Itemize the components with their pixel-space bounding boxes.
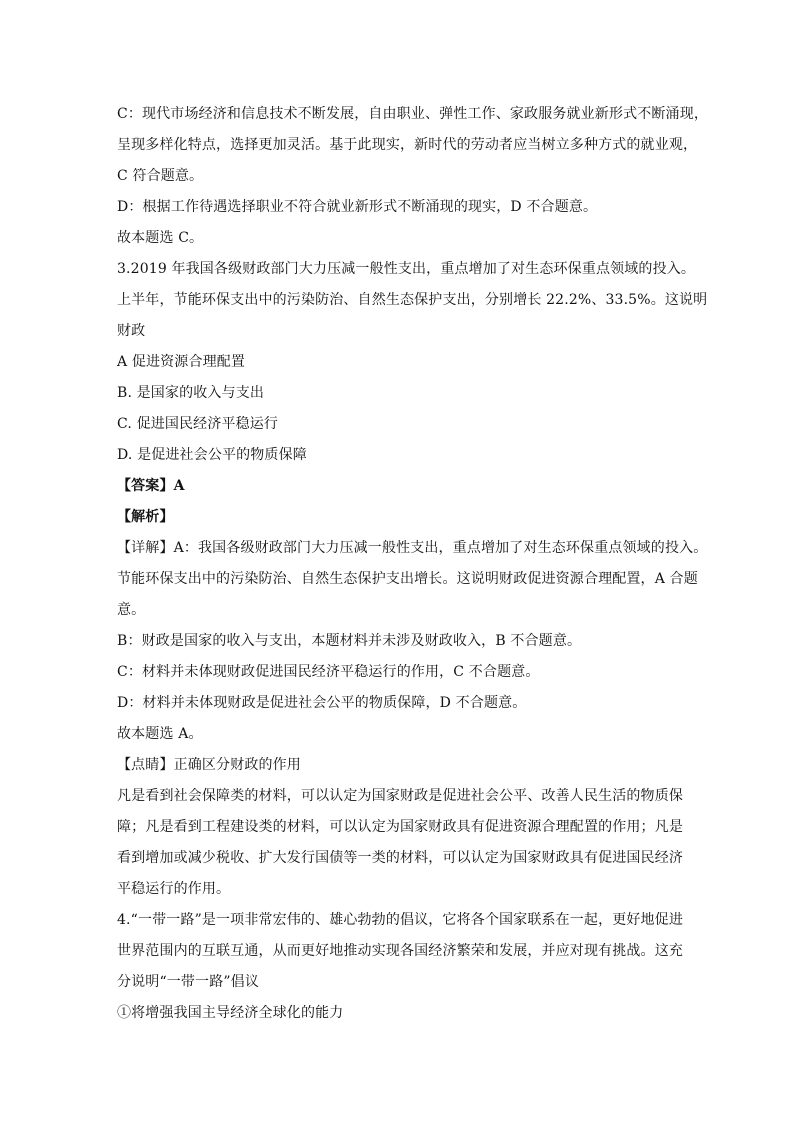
analysis-heading: 【解析】 xyxy=(117,509,174,525)
question-4-item-1: ①将增强我国主导经济全球化的能力 xyxy=(117,1005,344,1021)
question-3-stem: 3.2019 年我国各级财政部门大力压减一般性支出，重点增加了对生态环保重点领域的投入。 xyxy=(117,261,696,277)
key-point-heading: 【点睛】正确区分财政的作用 xyxy=(117,757,301,773)
text-line: C：现代市场经济和信息技术不断发展，自由职业、弹性工作、家政服务就业新形式不断涌现， xyxy=(117,106,709,122)
option-a: A 促进资源合理配置 xyxy=(117,354,246,370)
option-c: C. 促进国民经济平稳运行 xyxy=(117,416,279,432)
option-b: B. 是国家的收入与支出 xyxy=(117,385,264,401)
question-3-stem: 财政 xyxy=(117,323,146,339)
question-4-stem: 4.“一带一路”是一项非常宏伟的、雄心勃勃的倡议，它将各个国家联系在一起，更好地促进 xyxy=(117,912,683,928)
text-line: 呈现多样化特点，选择更加灵活。基于此现实，新时代的劳动者应当树立多种方式的就业观， xyxy=(117,137,698,153)
text-line: B：财政是国家的收入与支出，本题材料并未涉及财政收入，B 不合题意。 xyxy=(117,633,582,649)
key-point-paragraph: 看到增加或减少税收、扩大发行国债等一类的材料，可以认定为国家财政具有促进国民经济 xyxy=(117,850,683,866)
text-line: D：材料并未体现财政是促进社会公平的物质保障，D 不合题意。 xyxy=(117,695,527,711)
key-point-paragraph: 障；凡是看到工程建设类的材料，可以认定为国家财政具有促进资源合理配置的作用；凡是 xyxy=(117,819,683,835)
text-line: 故本题选 C。 xyxy=(117,230,204,246)
text-line: C 符合题意。 xyxy=(117,168,204,184)
detail-paragraph: 节能环保支出中的污染防治、自然生态保护支出增长。这说明财政促进资源合理配置，A 合题 xyxy=(117,571,698,587)
key-point-paragraph: 平稳运行的作用。 xyxy=(117,881,231,897)
key-point-paragraph: 凡是看到社会保障类的材料，可以认定为国家财政是促进社会公平、改善人民生活的物质保 xyxy=(117,788,683,804)
detail-paragraph: 【详解】A：我国各级财政部门大力压减一般性支出，重点增加了对生态环保重点领域的投入。 xyxy=(117,540,708,556)
text-line: 故本题选 A。 xyxy=(117,726,203,742)
answer-heading: 【答案】A xyxy=(117,478,185,494)
question-3-stem: 上半年，节能环保支出中的污染防治、自然生态保护支出，分别增长 22.2%、33.5%。这说明 xyxy=(117,292,708,308)
question-4-stem: 分说明“一带一路”倡议 xyxy=(117,974,259,990)
text-line: D：根据工作待遇选择职业不符合就业新形式不断涌现的现实，D 不合题意。 xyxy=(117,199,598,215)
question-4-stem: 世界范围内的互联互通，从而更好地推动实现各国经济繁荣和发展，并应对现有挑战。这充 xyxy=(117,943,683,959)
option-d: D. 是促进社会公平的物质保障 xyxy=(117,447,307,463)
text-line: C：材料并未体现财政促进国民经济平稳运行的作用，C 不合题意。 xyxy=(117,664,540,680)
detail-paragraph: 意。 xyxy=(117,602,146,618)
